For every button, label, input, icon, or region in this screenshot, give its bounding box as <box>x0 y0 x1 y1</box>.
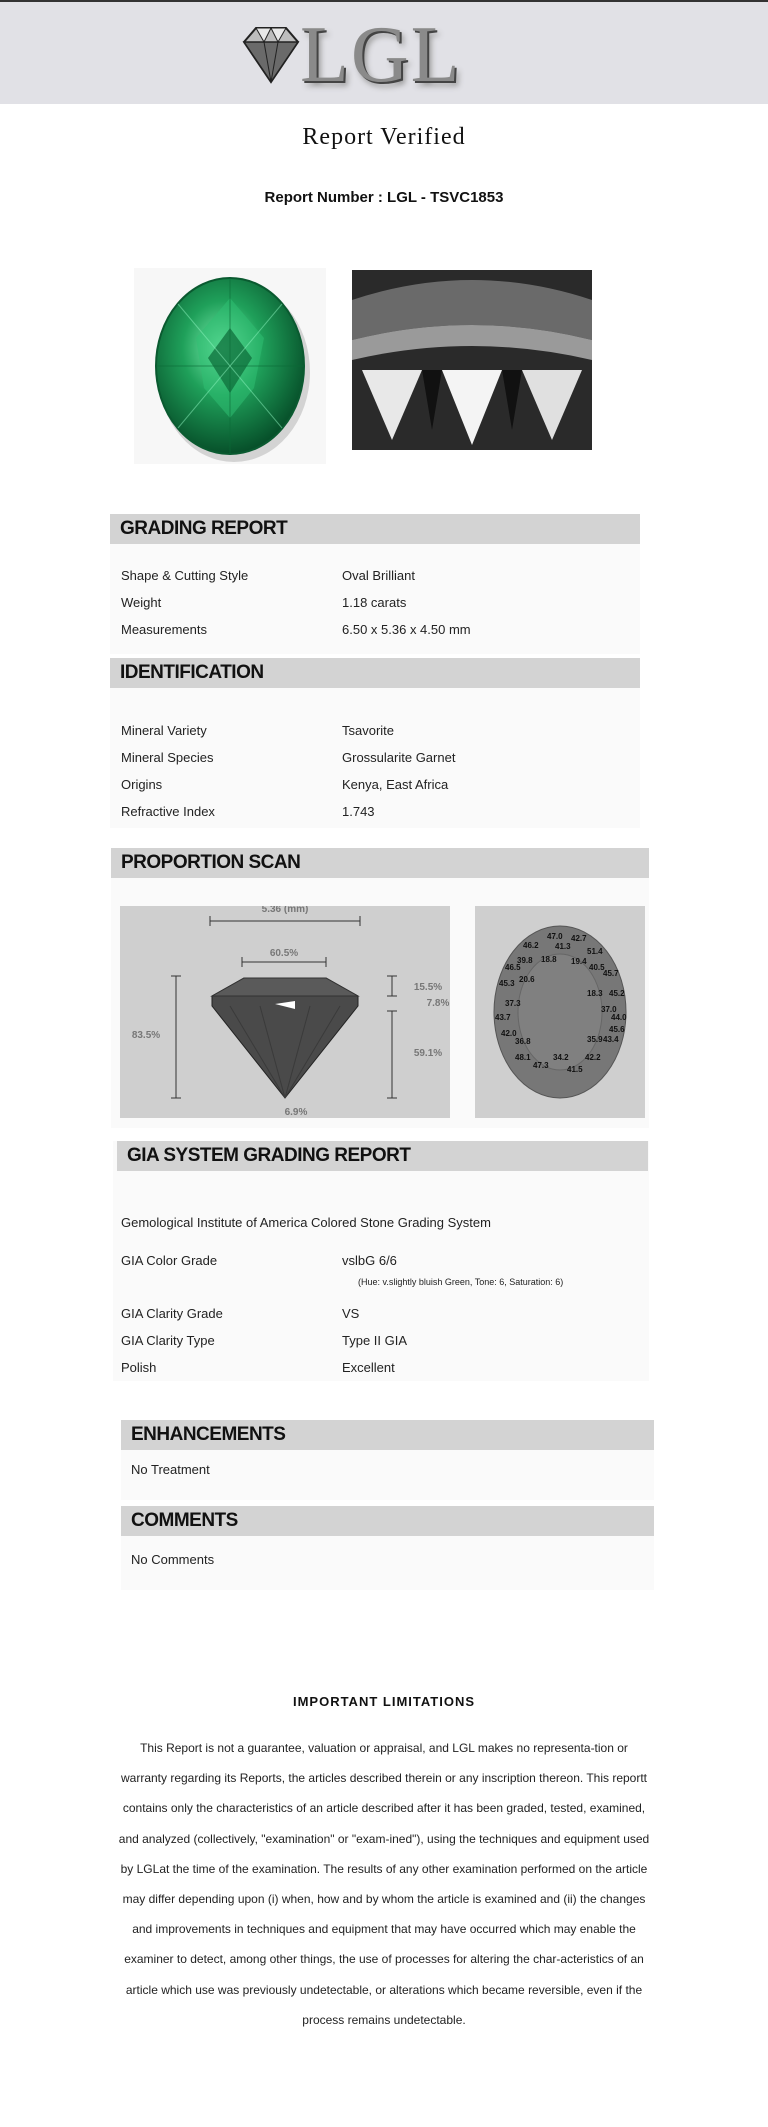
top-val-11: 45.3 <box>499 979 515 988</box>
top-val-9: 40.5 <box>589 963 605 972</box>
top-val-16: 37.0 <box>601 1005 617 1014</box>
comments-heading: COMMENTS <box>121 1506 654 1536</box>
top-val-23: 36.8 <box>515 1037 531 1046</box>
logo-text: LGL <box>300 11 462 99</box>
report-number-label: Report Number : <box>264 189 383 206</box>
side-crown-label: 15.5% <box>413 982 443 993</box>
top-val-19: 42.0 <box>501 1029 517 1038</box>
top-val-26: 42.2 <box>585 1053 601 1062</box>
report-number-value: LGL - TSVC1853 <box>387 189 504 206</box>
enhancements-heading: ENHANCEMENTS <box>121 1420 654 1450</box>
proportion-top-view <box>475 906 645 1118</box>
top-val-24: 48.1 <box>515 1053 531 1062</box>
top-val-1: 42.7 <box>571 934 587 943</box>
top-val-15: 37.3 <box>505 999 521 1008</box>
top-val-21: 35.9 <box>587 1035 603 1044</box>
top-val-14: 45.2 <box>609 989 625 998</box>
side-girdle-label: 7.8% <box>426 998 450 1009</box>
top-val-18: 44.0 <box>611 1013 627 1022</box>
top-val-0: 47.0 <box>547 932 563 941</box>
gia-heading: GIA SYSTEM GRADING REPORT <box>117 1141 648 1171</box>
top-val-6: 18.8 <box>541 955 557 964</box>
top-val-4: 51.4 <box>587 947 603 956</box>
side-pavilion-label: 59.1% <box>413 1048 443 1059</box>
girdle-inscription-photo <box>352 270 592 450</box>
diamond-icon <box>236 24 306 88</box>
limitations-heading: IMPORTANT LIMITATIONS <box>292 1694 476 1709</box>
top-val-8: 46.5 <box>505 963 521 972</box>
limitations-text: This Report is not a guarantee, valuation or appraisal, and LGL makes no representa-tion or warranty regarding its Reports, the articles described therein or any inscription thereon. This reportt contains only the characteristics of an article described after it has been graded, tested, examined, and analyzed (collectively, "examination" or "exam-ined"), using the techniques and equipment used by LGLat the time of the examination. The results of any other examination performed on the article may differ depending upon (i) when, how and by whom the article is examined and (ii) the changes and improvements in techniques and equipment that may have occurred which may enable the examiner to detect, among other things, the use of processes for altering the char-acteristics of an article which use was previously undetectable, or alterations which became reversible, even if the process remains undetectable. <box>118 1741 650 2027</box>
top-val-5: 39.8 <box>517 956 533 965</box>
top-val-12: 20.6 <box>519 975 535 984</box>
side-table-label: 60.5% <box>269 948 299 959</box>
proportion-side-view <box>120 906 450 1118</box>
gemstone-photo <box>134 268 326 464</box>
proportion-scan-heading: PROPORTION SCAN <box>111 848 649 878</box>
identification-heading: IDENTIFICATION <box>110 658 640 688</box>
top-val-13: 18.3 <box>587 989 603 998</box>
side-depth-label: 83.5% <box>131 1030 161 1041</box>
side-culet-label: 6.9% <box>284 1107 308 1118</box>
side-width-label: 5.36 (mm) <box>261 906 309 915</box>
grading-report-heading: GRADING REPORT <box>110 514 640 544</box>
top-val-25: 34.2 <box>553 1053 569 1062</box>
top-val-10: 45.7 <box>603 969 619 978</box>
top-val-27: 47.3 <box>533 1061 549 1070</box>
header-banner <box>0 2 768 104</box>
page-title: Report Verified <box>302 124 466 150</box>
top-val-28: 41.5 <box>567 1065 583 1074</box>
top-val-3: 41.3 <box>555 942 571 951</box>
top-val-2: 46.2 <box>523 941 539 950</box>
report-number <box>0 189 768 206</box>
lgl-logo[interactable] <box>232 11 492 99</box>
top-val-7: 19.4 <box>571 957 587 966</box>
gia-color-note: (Hue: v.slightly bluish Green, Tone: 6, Saturation: 6) <box>358 1277 564 1287</box>
top-val-20: 45.6 <box>609 1025 625 1034</box>
top-val-17: 43.7 <box>495 1013 511 1022</box>
top-val-22: 43.4 <box>603 1035 619 1044</box>
